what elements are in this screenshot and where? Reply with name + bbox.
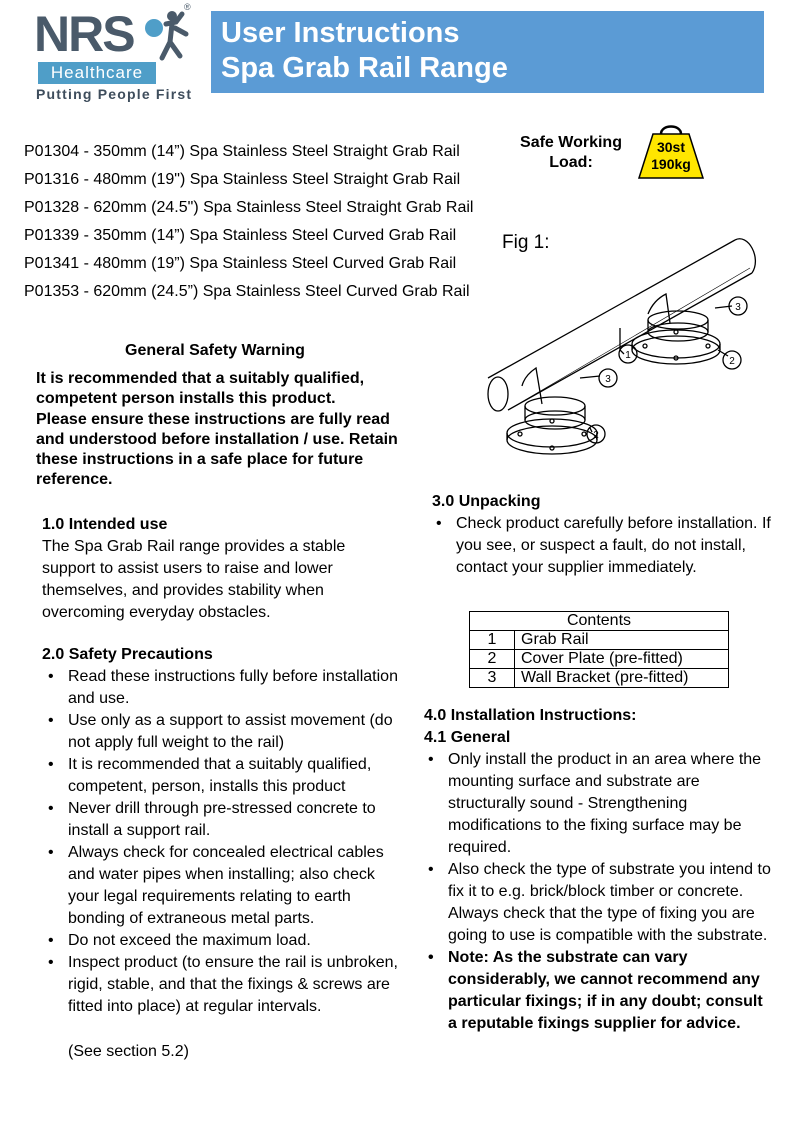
title-line-1: User Instructions: [221, 17, 460, 49]
weight-kg: 190kg: [651, 156, 691, 172]
safety-note: (See section 5.2): [68, 1043, 189, 1060]
list-item: • Do not exceed the maximum load.: [44, 930, 398, 952]
table-cell-item: Wall Bracket (pre-fitted): [515, 669, 729, 688]
callout-2b: 2: [593, 430, 599, 441]
table-header-row: [470, 612, 729, 631]
list-item: • Only install the product in an area where the mounting surface and substrate are structurally sound - Strengthening modifications to the fixing surface may be required.: [424, 749, 776, 859]
table-cell-num: 3: [470, 669, 515, 688]
nrs-logo: [34, 2, 204, 106]
logo-subbrand: Healthcare: [38, 62, 156, 84]
installation-note: • Note: As the substrate can vary considerably, we cannot recommend any particular fixings; if in any doubt; consult a reputable fixings supplier for advice.: [424, 947, 776, 1035]
product-item: P01316 - 480mm (19") Spa Stainless Steel Straight Grab Rail: [24, 171, 461, 188]
callout-3: 3: [735, 302, 741, 313]
warning-heading: General Safety Warning: [125, 342, 305, 359]
table-cell-item: Grab Rail: [515, 631, 729, 650]
intended-use-heading: 1.0 Intended use: [42, 516, 168, 533]
list-item: • Use only as a support to assist movement (do not apply full weight to the rail): [44, 710, 398, 754]
figure-label: Fig 1:: [502, 232, 550, 253]
swl-label-line-2: Load:: [549, 154, 593, 171]
title-banner: [211, 11, 764, 93]
swl-label-line-1: Safe Working: [520, 134, 622, 151]
product-item: P01353 - 620mm (24.5”) Spa Stainless Steel Curved Grab Rail: [24, 283, 470, 300]
list-item: • Check product carefully before installation. If you see, or suspect a fault, do not install, contact your supplier immediately.: [432, 513, 784, 579]
contents-table: [469, 611, 729, 688]
contents-header: Contents: [470, 612, 729, 631]
warning-para-1: It is recommended that a suitably qualified, competent person installs this product.: [36, 370, 365, 407]
safety-list: [44, 666, 398, 1018]
safe-working-load-label: [510, 133, 632, 173]
logo-brand: NRS: [34, 6, 134, 62]
warning-para-2: Please ensure these instructions are fully read and understood before installation / use. Retain these instructions in a safe place for future reference.: [36, 411, 398, 488]
installation-subheading: 4.1 General: [424, 729, 511, 746]
callout-3b: 3: [605, 374, 611, 385]
product-item: P01339 - 350mm (14”) Spa Stainless Steel Curved Grab Rail: [24, 227, 457, 244]
list-item: • It is recommended that a suitably qualified, competent, person, installs this product: [44, 754, 398, 798]
list-item: • Always check for concealed electrical cables and water pipes when installing; also check your legal requirements relating to earth bonding of extraneous metal parts.: [44, 842, 398, 930]
product-list: [24, 138, 473, 306]
list-item: • Inspect product (to ensure the rail is unbroken, rigid, stable, and that the fixings & screws are fitted into place) at regular intervals.: [44, 952, 398, 1018]
intended-use-body: The Spa Grab Rail range provides a stable support to assist users to raise and lower themselves, and provides stability when overcoming everyday obstacles.: [42, 538, 346, 621]
weight-st: 30st: [656, 139, 686, 155]
logo-tagline: Putting People First: [36, 86, 193, 102]
product-item: P01328 - 620mm (24.5") Spa Stainless Steel Straight Grab Rail: [24, 199, 474, 216]
title-line-2: Spa Grab Rail Range: [221, 52, 508, 84]
installation-list: [424, 749, 776, 1035]
grab-rail-diagram: [480, 228, 780, 458]
logo-figure-icon: [142, 8, 192, 62]
product-item: P01341 - 480mm (19”) Spa Stainless Steel Curved Grab Rail: [24, 255, 457, 272]
table-cell-item: Cover Plate (pre-fitted): [515, 650, 729, 669]
weight-icon: [637, 120, 705, 180]
installation-heading: 4.0 Installation Instructions:: [424, 707, 637, 724]
unpacking-list: [432, 513, 784, 579]
callout-2: 2: [729, 356, 735, 367]
table-row: [470, 650, 729, 669]
safety-heading: 2.0 Safety Precautions: [42, 646, 213, 663]
unpacking-heading: 3.0 Unpacking: [432, 493, 541, 510]
table-row: [470, 631, 729, 650]
list-item: • Read these instructions fully before installation and use.: [44, 666, 398, 710]
table-cell-num: 1: [470, 631, 515, 650]
table-cell-num: 2: [470, 650, 515, 669]
product-item: P01304 - 350mm (14”) Spa Stainless Steel Straight Grab Rail: [24, 143, 460, 160]
callout-1: 1: [625, 350, 631, 361]
table-row: [470, 669, 729, 688]
list-item: • Also check the type of substrate you intend to fix it to e.g. brick/block timber or concrete. Always check that the type of fixing you are going to use is compatible with the substrate.: [424, 859, 776, 947]
list-item: • Never drill through pre-stressed concrete to install a support rail.: [44, 798, 398, 842]
registered-mark: ®: [184, 2, 191, 12]
